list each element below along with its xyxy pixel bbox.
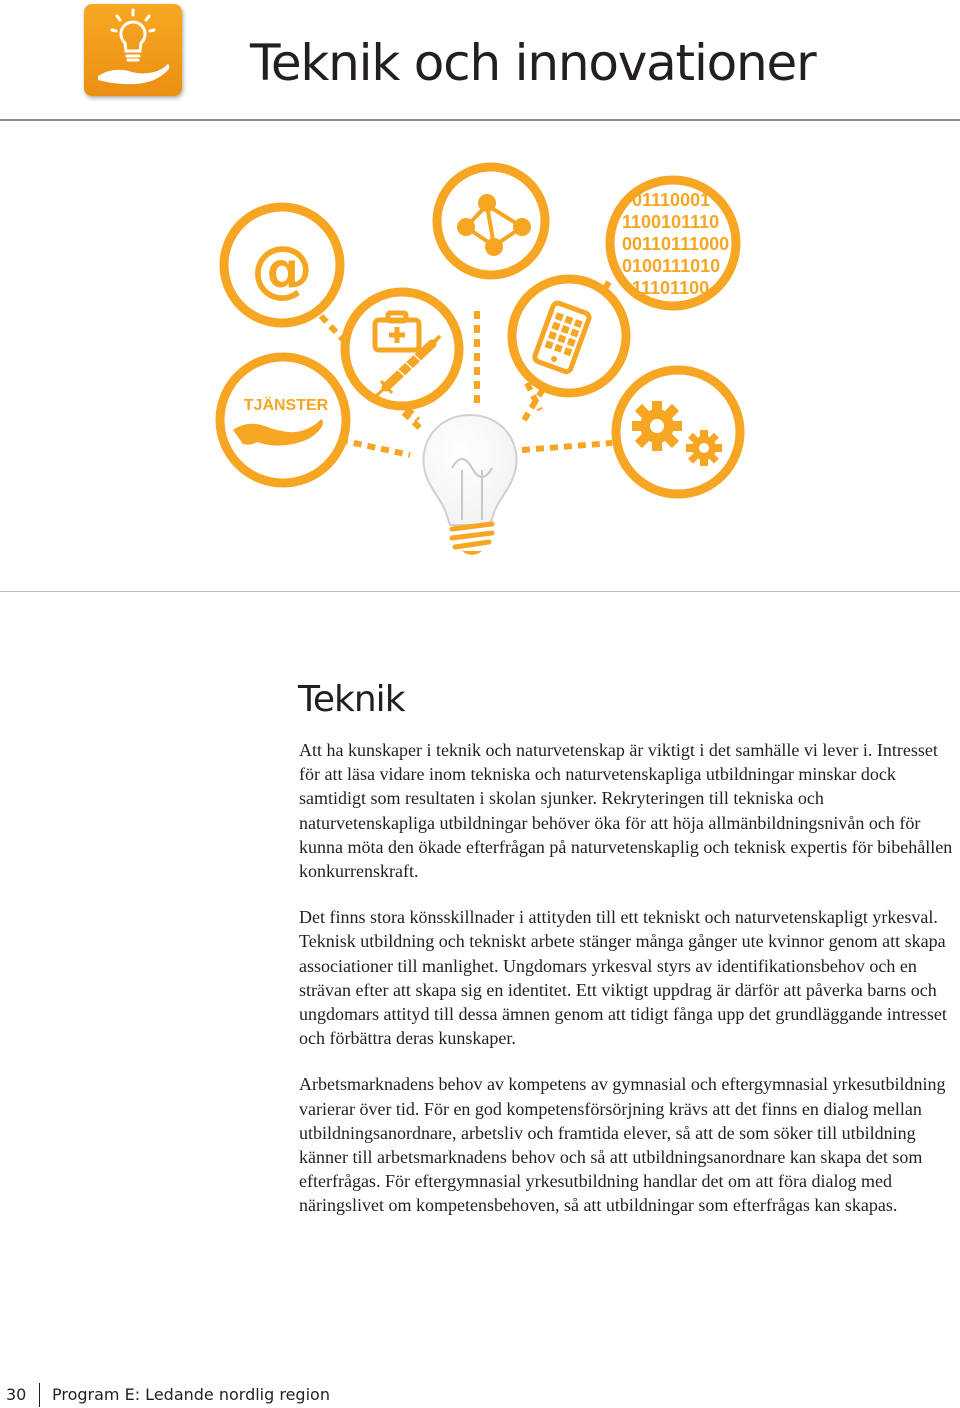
binary-line: 0100111010 (622, 256, 721, 276)
page-title: Teknik och innovationer (250, 34, 816, 92)
body-paragraph: Det finns stora könsskillnader i attityden till ett tekniskt och naturvetenskapligt yrkesval. Teknisk utbildning och tekniskt arbete stänger många gånger ute kvinnor genom att skapa associationer till manlighet. Ungdomars yrkesval styrs av identifikationsbehov och en strävan efter att skapa sig en identitet. Ett viktigt uppdrag är därför att påverka barns och ungdomars attityd till dessa ämnen genom att tidigt fånga upp det grundläggande intresset och förbättra deras kunskaper. (299, 907, 947, 1049)
innovation-illustration (0, 150, 960, 570)
binary-line: 1100101110 (622, 212, 720, 232)
lightbulb-icon (423, 415, 516, 555)
services-label: TJÄNSTER (243, 397, 329, 414)
body-paragraph: Arbetsmarknadens behov av kompetens av gymnasial och eftergymnasial yrkesutbildning varierar över tid. För en god kompetensförsörjning krävs att det finns en dialog mellan utbildningsanordnare, arbetsliv och framtida elever, så att de som söker till utbildning känner till arbetsmarknadens behov och så att utbildningsanordnare kan skapa det som efterfrågas. För eftergymnasial yrkesutbildning handlar det om att föra dialog med näringslivet om kompetensbehoven, så att utbildningar som efterfrågas kan skapas. (299, 1074, 946, 1216)
lightbulb-hand-icon (84, 4, 182, 96)
page-footer (0, 1383, 500, 1407)
header-divider (0, 119, 960, 121)
phone-circle (512, 279, 626, 393)
footer-text: Program E: Ledande nordlig region (52, 1385, 330, 1404)
section-body (299, 738, 955, 1240)
page-number: 30 (6, 1385, 27, 1404)
binary-icon (622, 189, 734, 299)
services-circle (220, 357, 346, 483)
binary-line: 00110111000 (622, 234, 730, 254)
footer-separator (39, 1383, 40, 1407)
binary-line: 01110001 (632, 190, 711, 210)
body-paragraph: Att ha kunskaper i teknik och naturvetenskap är viktigt i det samhälle vi lever i. Intresset för att läsa vidare inom tekniska och naturvetenskapliga utbildningar minskar dock samtidigt som resultaten i skolan sjunker. Rekryteringen till tekniska och naturvetenskapliga utbildningar behöver öka för att höja allmänbildningsnivån och för kunna möta den ökade efterfrågan på naturvetenskaplig och teknisk expertis för bibehållen konkurrenskraft. (299, 740, 953, 882)
section-heading: Teknik (298, 679, 405, 720)
at-icon: @ (251, 232, 313, 305)
section-logo (84, 4, 182, 96)
gears-circle (616, 370, 740, 494)
binary-line: 11101100 (632, 278, 710, 298)
section-divider (0, 591, 960, 592)
